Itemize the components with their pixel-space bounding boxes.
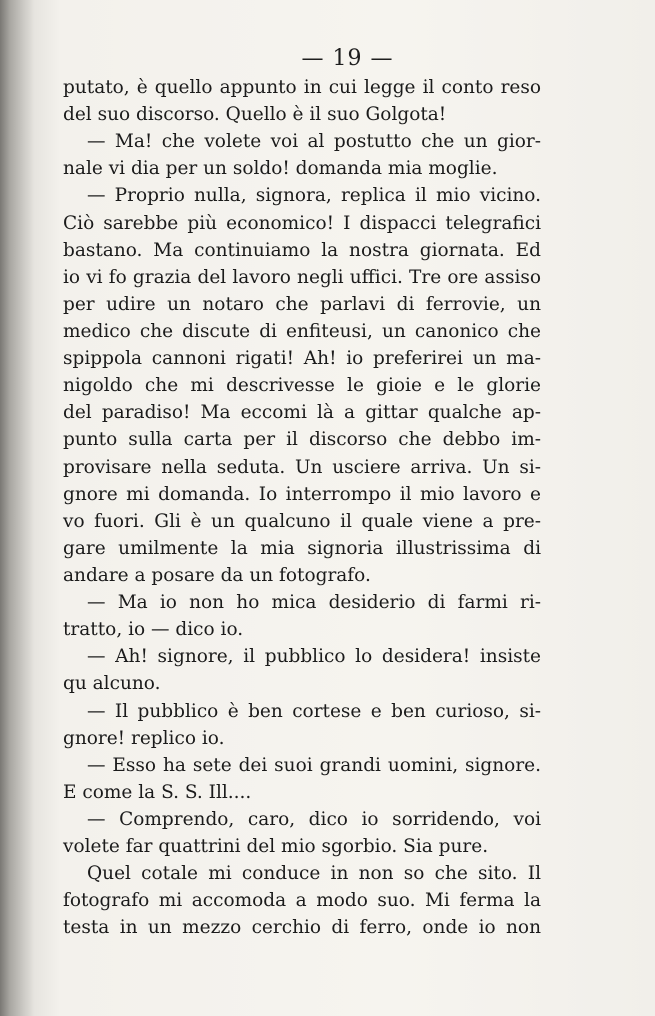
text-line: del suo discorso. Quello è il suo Golgota!: [63, 104, 447, 126]
text-line: fotografo mi accomoda a modo suo. Mi ferma la: [63, 890, 541, 912]
text-line: bastano. Ma continuiamo la nostra giornata. Ed: [63, 239, 541, 261]
text-line: gnore! replico io.: [63, 727, 225, 749]
text-line: — Il pubblico è ben cortese e ben curioso, si-: [87, 700, 541, 722]
text-line: per udire un notaro che parlavi di ferrovie, un: [63, 293, 541, 315]
page-number: — 19 —: [301, 46, 394, 71]
body-text: [63, 74, 541, 942]
text-line: spippola cannoni rigati! Ah! io preferirei un ma-: [63, 348, 541, 370]
text-line: gare umilmente la mia signoria illustrissima di: [63, 537, 541, 559]
text-line: — Proprio nulla, signora, replica il mio vicino.: [87, 185, 541, 207]
text-line: gnore mi domanda. Io interrompo il mio lavoro e: [63, 483, 541, 505]
text-line: E come la S. S. Ill....: [63, 781, 252, 803]
text-line: volete far quattrini del mio sgorbio. Sia pure.: [63, 836, 489, 858]
page-gutter-shadow: [0, 0, 34, 1016]
text-line: Ciò sarebbe più economico! I dispacci telegrafici: [63, 212, 541, 234]
text-line: punto sulla carta per il discorso che debbo im-: [63, 429, 541, 451]
text-line: qu alcuno.: [63, 673, 161, 695]
text-line: provisare nella seduta. Un usciere arriva. Un si-: [63, 456, 541, 478]
text-line: andare a posare da un fotografo.: [63, 564, 371, 586]
text-line: — Ma! che volete voi al postutto che un gior-: [87, 131, 541, 153]
text-line: — Ma io non ho mica desiderio di farmi ri-: [87, 592, 541, 614]
text-line: Quel cotale mi conduce in non so che sito. Il: [87, 863, 541, 885]
text-line: del paradiso! Ma eccomi là a gittar qualche ap-: [63, 402, 541, 424]
text-line: — Ah! signore, il pubblico lo desidera! insiste: [87, 646, 541, 668]
text-line: vo fuori. Gli è un qualcuno il quale viene a pre-: [63, 510, 541, 532]
text-line: nale vi dia per un soldo! domanda mia moglie.: [63, 158, 498, 180]
text-line: medico che discute di enfiteusi, un canonico che: [63, 320, 541, 342]
text-line: testa in un mezzo cerchio di ferro, onde io non: [63, 917, 541, 939]
text-line: io vi fo grazia del lavoro negli uffici. Tre ore assiso: [63, 266, 541, 288]
text-line: nigoldo che mi descrivesse le gioie e le glorie: [63, 375, 541, 397]
text-line: — Comprendo, caro, dico io sorridendo, voi: [87, 808, 541, 830]
text-line: putato, è quello appunto in cui legge il conto reso: [63, 77, 541, 98]
text-line: tratto, io — dico io.: [63, 619, 244, 641]
text-line: — Esso ha sete dei suoi grandi uomini, signore.: [87, 754, 541, 776]
